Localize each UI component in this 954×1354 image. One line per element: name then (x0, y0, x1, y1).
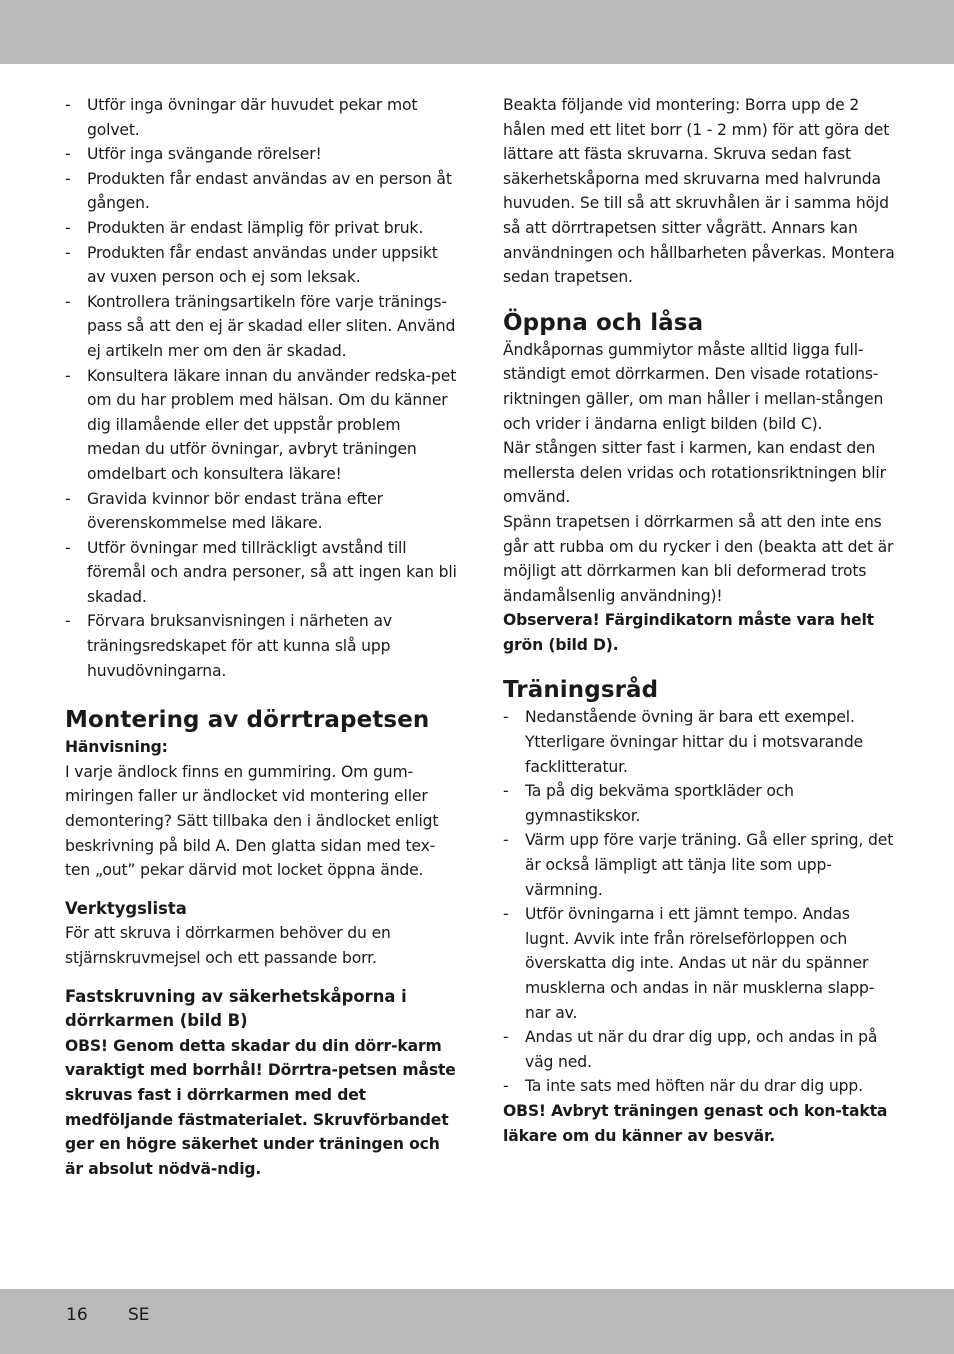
traningsrad-warning: OBS! Avbryt träningen genast och kon-takta läkare om du känner av besvär. (503, 1101, 888, 1145)
list-item: - Utför inga svängande rörelser! (65, 142, 457, 167)
list-item: - Utför övningar med tillräckligt avstånd till föremål och andra personer, så att ingen kan bli skadad. (65, 536, 457, 610)
verktyg-heading: Verktygslista (65, 898, 187, 918)
oppna-heading: Öppna och låsa (503, 309, 704, 336)
list-item: - Produkten är endast lämplig för privat bruk. (65, 216, 457, 241)
verktyg-text: För att skruva i dörrkarmen behöver du en stjärnskruvmejsel och ett passande borr. (65, 924, 391, 967)
list-item: - Gravida kvinnor bör endast träna efter överenskommelse med läkare. (65, 487, 457, 536)
montering-intro: Beakta följande vid montering: Borra upp de 2 hålen med ett litet borr (1 - 2 mm) för att göra det lättare att fästa skruvarna. Skruva sedan fast säkerhetskåporna med skruvarna med halvrunda huvuden. Se till så att skruvhålen är i samma höjd så att dörrtrapetsen sitter vågrätt. Annars kan användningen och hållbarheten påverkas. Montera sedan trapetsen. (503, 96, 895, 287)
list-item: - Utför inga övningar där huvudet pekar mot golvet. (65, 93, 457, 142)
safety-list (65, 93, 457, 683)
training-list (503, 705, 895, 1099)
oppna-paragraph-1: Ändkåpornas gummiytor måste alltid ligga full-ständigt emot dörrkarmen. Den visade rotations-riktningen gäller, om man håller i mellan-stången och vrider i ändarna enligt bilden (bild C). (503, 340, 884, 433)
fastskruvning-warning: OBS! Genom detta skadar du din dörr-karm varaktigt med borrhål! Dörrtra-petsen måste skruvas fast i dörrkarmen med det medföljande fästmaterialet. Skruvförbandet ger en högre säkerhet under träningen och är absolut nödvä-ndig. (65, 1036, 456, 1178)
left-column (65, 93, 457, 1181)
oppna-note: Observera! Färgindikatorn måste vara helt grön (bild D). (503, 611, 874, 654)
page-number: 16 (66, 1305, 88, 1325)
list-item: - Utför övningarna i ett jämnt tempo. Andas lugnt. Avvik inte från rörelseförloppen och överskatta dig inte. Andas ut när du spänner musklerna och andas in när musklerna slapp-nar av. (503, 902, 895, 1025)
list-item: - Ta inte sats med höften när du drar dig upp. (503, 1074, 895, 1099)
language-code: SE (128, 1305, 150, 1325)
list-item: - Produkten får endast användas av en person åt gången. (65, 167, 457, 216)
right-column (503, 93, 895, 1148)
montering-heading: Montering av dörrtrapetsen (65, 707, 430, 734)
fastskruvning-heading: Fastskruvning av säkerhetskåporna i dörrkarmen (bild B) (65, 986, 407, 1031)
oppna-paragraph-3: Spänn trapetsen i dörrkarmen så att den inte ens går att rubba om du rycker i den (beakta att det är möjligt att dörrkarmen kan bli deformerad trots ändamålsenlig användning)! (503, 512, 894, 605)
list-item: - Konsultera läkare innan du använder redska-pet om du har problem med hälsan. Om du känner dig illamående eller det uppstår problem medan du utför övningar, avbryt träningen omdelbart och konsultera läkare! (65, 364, 457, 487)
hanvisning-text: I varje ändlock finns en gummiring. Om gum-miringen faller ur ändlocket vid montering eller demontering? Sätt tillbaka den i ändlocket enligt beskrivning på bild A. Den glatta sidan med tex-ten „out” pekar därvid mot locket öppna ände. (65, 762, 439, 880)
header-bar (0, 0, 954, 64)
list-item: - Ta på dig bekväma sportkläder och gymnastikskor. (503, 779, 895, 828)
list-item: - Kontrollera träningsartikeln före varje tränings-pass så att den ej är skadad eller sliten. Använd ej artikeln mer om den är skadad. (65, 290, 457, 364)
traningsrad-heading: Träningsråd (503, 677, 659, 704)
list-item: - Andas ut när du drar dig upp, och andas in på väg ned. (503, 1025, 895, 1074)
list-item: - Förvara bruksanvisningen i närheten av träningsredskapet för att kunna slå upp huvudövningarna. (65, 609, 457, 683)
hanvisning-label: Hänvisning: (65, 738, 168, 757)
list-item: - Produkten får endast användas under uppsikt av vuxen person och ej som leksak. (65, 241, 457, 290)
list-item: - Värm upp före varje träning. Gå eller spring, det är också lämpligt att tänja lite som upp-värmning. (503, 828, 895, 902)
list-item: - Nedanstående övning är bara ett exempel. Ytterligare övningar hittar du i motsvarande facklitteratur. (503, 705, 895, 779)
oppna-paragraph-2: När stången sitter fast i karmen, kan endast den mellersta delen vridas och rotationsriktningen blir omvänd. (503, 439, 886, 507)
